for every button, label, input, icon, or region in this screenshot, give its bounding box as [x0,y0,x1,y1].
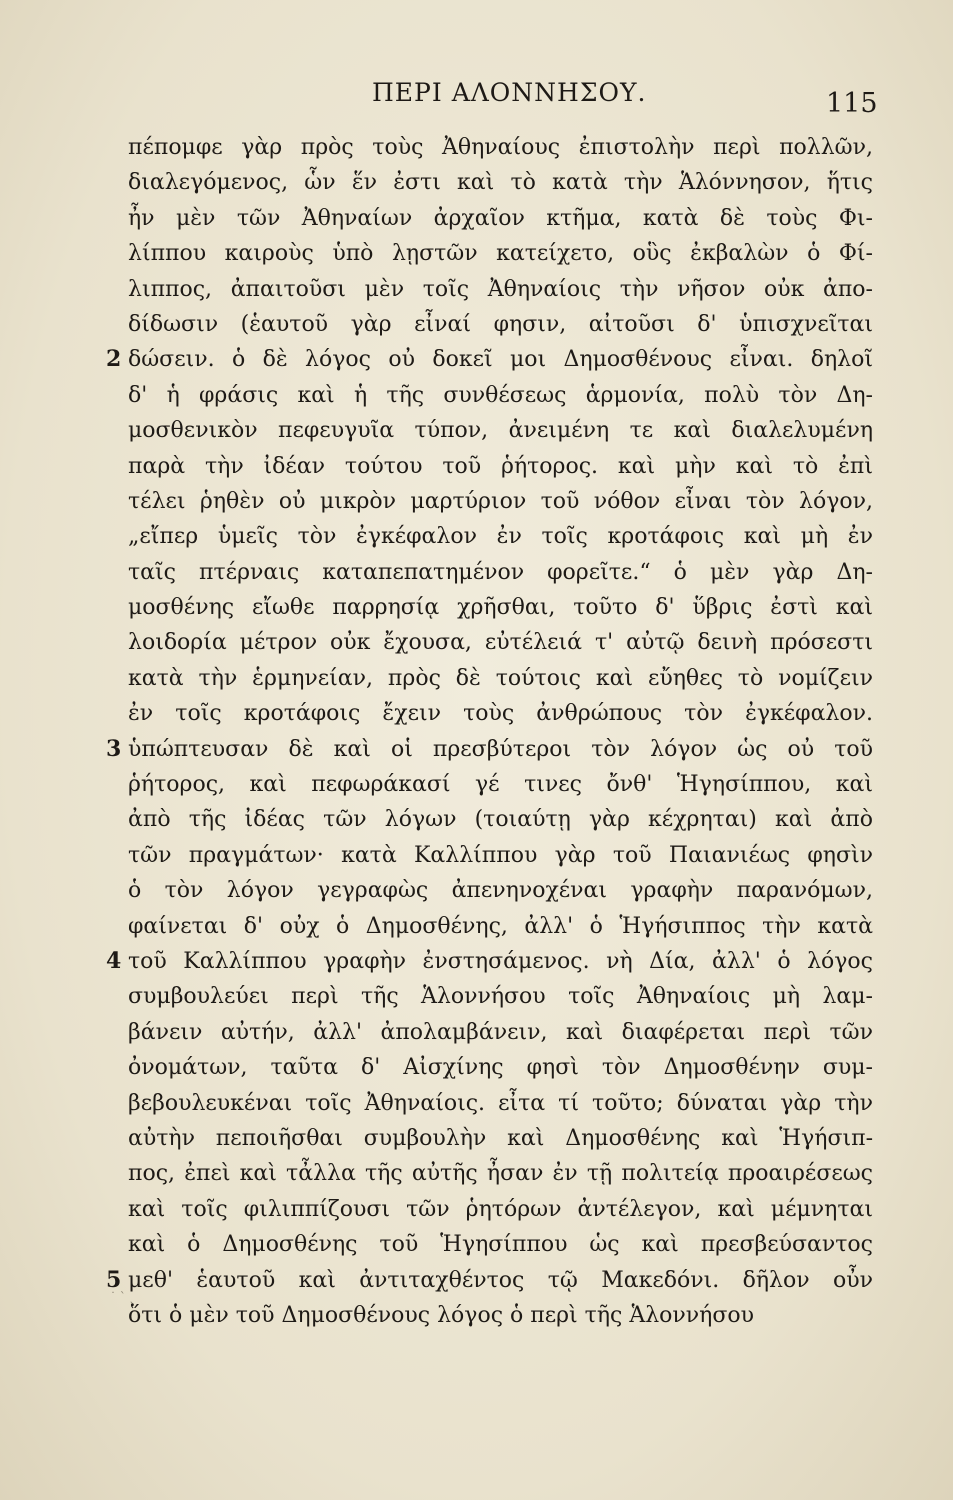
text-line [128,1192,873,1227]
line-text: βεβουλευκέναι τοῖς Ἀθηναίοις. εἶτα τί τοῦτο; δύναται γὰρ τὴν [128,1090,873,1116]
line-text: τοῦ Καλλίππου γραφὴν ἐνστησάμενος. νὴ Δία, ἀλλ' ὁ λόγος [128,948,873,974]
line-text: μοσθενικὸν πεφευγυῖα τύπον, ἀνειμένη τε καὶ διαλελυμένη [128,418,873,444]
line-text: λίππου καιροὺς ὑπὸ λῃστῶν κατείχετο, οὓς ἐκβαλὼν ὁ Φί- [128,241,873,267]
line-text: ἀπὸ τῆς ἰδέας τῶν λόγων (τοιαύτῃ γὰρ κέχρηται) καὶ ἀπὸ [128,807,873,833]
page-number: 115 [826,88,878,119]
text-line [128,1015,873,1050]
text-line [128,236,873,271]
text-line [106,342,873,377]
line-text: ταῖς πτέρναις καταπεπατημένον φορεῖτε.“ ὁ μὲν γὰρ Δη- [128,559,873,585]
text-line [106,944,873,979]
section-number: 5 [106,1266,122,1293]
line-text: πος, ἐπεὶ καὶ τἆλλα τῆς αὐτῆς ἦσαν ἐν τῇ πολιτείᾳ προαιρέσεως [128,1161,873,1187]
text-line [106,732,873,767]
text-line [128,590,873,625]
line-text: λιππος, ἀπαιτοῦσι μὲν τοῖς Ἀθηναίοις τὴν νῆσον οὐκ ἀπο- [128,276,873,302]
text-line [128,696,873,731]
line-text: τέλει ῥηθὲν οὐ μικρὸν μαρτύριον τοῦ νόθον εἶναι τὸν λόγον, [128,488,873,514]
line-text: ῥήτορος, καὶ πεφωράκασί γέ τινες ὄνθ' Ἡγησίππου, καὶ [128,772,873,798]
text-line [128,1298,873,1333]
text-line [128,130,873,165]
text-line [128,449,873,484]
text-line [128,1121,873,1156]
line-text: αὐτὴν πεποιῆσθαι συμβουλὴν καὶ Δημοσθένης καὶ Ἡγήσιπ- [128,1125,873,1151]
text-line [128,413,873,448]
line-text: μοσθένης εἴωθε παρρησίᾳ χρῆσθαι, τοῦτο δ' ὕβρις ἐστὶ καὶ [128,595,873,621]
line-text: λοιδορία μέτρον οὐκ ἔχουσα, εὐτέλειά τ' αὐτῷ δεινὴ πρόσεστι [128,630,873,656]
text-line [128,1086,873,1121]
line-text: παρὰ τὴν ἰδέαν τούτου τοῦ ῥήτορος. καὶ μὴν καὶ τὸ ἐπὶ [128,453,873,479]
text-line [128,767,873,802]
running-head: ΠΕΡΙ ΑΛΟΝΝΗΣΟΥ. [372,78,647,107]
section-number: 4 [106,947,122,974]
body-text [106,130,873,1333]
text-line [128,979,873,1014]
text-line [128,909,873,944]
text-line [128,1050,873,1085]
line-text: τῶν πραγμάτων· κατὰ Καλλίππου γὰρ τοῦ Παιανιέως φησὶν [128,842,873,868]
text-line [128,272,873,307]
line-text: μεθ' ἑαυτοῦ καὶ ἀντιταχθέντος τῷ Μακεδόνι. δῆλον οὖν [128,1267,873,1293]
line-text: ὀνομάτων, ταῦτα δ' Αἰσχίνης φησὶ τὸν Δημοσθένην συμ- [128,1055,873,1081]
text-line [106,1263,873,1298]
line-text: ἦν μὲν τῶν Ἀθηναίων ἀρχαῖον κτῆμα, κατὰ δὲ τοὺς Φι- [128,205,873,231]
line-text: διαλεγόμενος, ὧν ἕν ἐστι καὶ τὸ κατὰ τὴν Ἁλόννησον, ἥτις [128,170,873,196]
line-text: ὁ τὸν λόγον γεγραφὼς ἀπενηνοχέναι γραφὴν παρανόμων, [128,878,873,904]
text-line [128,307,873,342]
text-line [128,802,873,837]
line-text: δώσειν. ὁ δὲ λόγος οὐ δοκεῖ μοι Δημοσθένους εἶναι. δηλοῖ [128,347,873,373]
line-text: δ' ἡ φράσις καὶ ἡ τῆς συνθέσεως ἁρμονία, πολὺ τὸν Δη- [128,382,873,408]
line-text: ὅτι ὁ μὲν τοῦ Δημοσθένους λόγος ὁ περὶ τῆς Ἁλοννήσου [128,1302,754,1328]
text-line [128,519,873,554]
line-text: συμβουλεύει περὶ τῆς Ἁλοννήσου τοῖς Ἀθηναίοις μὴ λαμ- [128,984,873,1010]
section-number: 3 [106,735,122,762]
section-number: 2 [106,346,122,373]
text-line [128,661,873,696]
line-text: φαίνεται δ' οὐχ ὁ Δημοσθένης, ἀλλ' ὁ Ἡγήσιππος τὴν κατὰ [128,913,873,939]
text-line [128,378,873,413]
line-text: „εἴπερ ὑμεῖς τὸν ἐγκέφαλον ἐν τοῖς κροτάφοις καὶ μὴ ἐν [128,524,873,550]
line-text: βάνειν αὐτήν, ἀλλ' ἀπολαμβάνειν, καὶ διαφέρεται περὶ τῶν [128,1019,873,1045]
line-text: καὶ τοῖς φιλιππίζουσι τῶν ῥητόρων ἀντέλεγον, καὶ μέμνηται [128,1196,873,1222]
text-line [128,873,873,908]
text-line [128,484,873,519]
text-line [128,201,873,236]
line-text: δίδωσιν (ἑαυτοῦ γὰρ εἶναί φησιν, αἰτοῦσι δ' ὑπισχνεῖται [128,311,873,337]
line-text: κατὰ τὴν ἑρμηνείαν, πρὸς δὲ τούτοις καὶ εὔηθες τὸ νομίζειν [128,665,873,691]
line-text: καὶ ὁ Δημοσθένης τοῦ Ἡγησίππου ὡς καὶ πρεσβεύσαντος [128,1232,873,1258]
text-line [128,625,873,660]
text-line [128,1227,873,1262]
line-text: ἐν τοῖς κροτάφοις ἔχειν τοὺς ἀνθρώπους τὸν ἐγκέφαλον. [128,701,873,727]
line-text: ὑπώπτευσαν δὲ καὶ οἱ πρεσβύτεροι τὸν λόγον ὡς οὐ τοῦ [128,736,873,762]
text-line [128,555,873,590]
ink-speck: ˙ ` ˎ [110,1290,134,1304]
text-line [128,165,873,200]
text-line [128,1156,873,1191]
text-line [128,838,873,873]
line-text: πέπομφε γὰρ πρὸς τοὺς Ἀθηναίους ἐπιστολὴν περὶ πολλῶν, [128,135,873,160]
